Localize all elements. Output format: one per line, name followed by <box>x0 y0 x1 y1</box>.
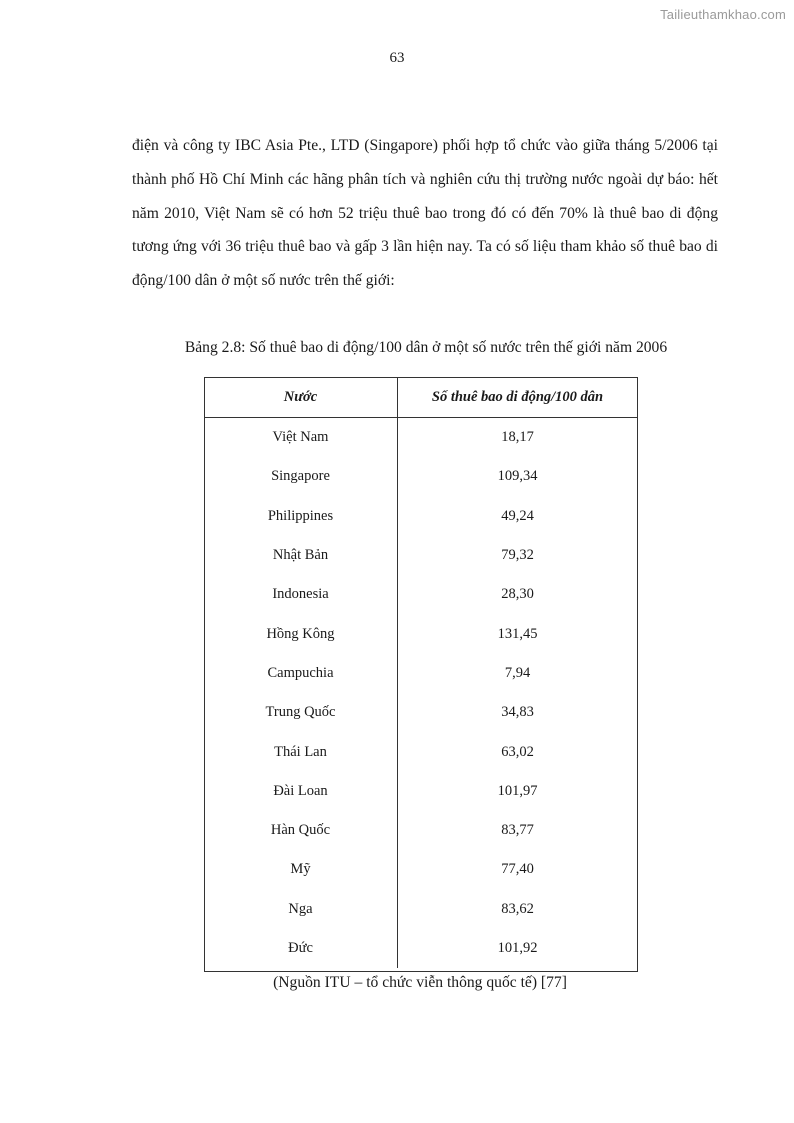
cell-country: Việt Nam <box>204 418 398 458</box>
cell-subscribers: 34,83 <box>501 704 534 721</box>
table-row <box>204 890 637 929</box>
body-paragraph: điện và công ty IBC Asia Pte., LTD (Singapore) phối hợp tổ chức vào giữa tháng 5/2006 tại thành phố Hồ Chí Minh các hãng phân tích và nghiên cứu thị trường nước ngoài dự báo: hết năm 2010, Việt Nam sẽ có hơn 52 triệu thuê bao trong đó có đến 70% là thuê bao di động tương ứng với 36 triệu thuê bao và gấp 3 lần hiện nay. Ta có số liệu tham khảo số thuê bao di động/100 dân ở một số nước trên thế giới: <box>132 137 718 290</box>
cell-subscribers: 101,97 <box>497 782 538 799</box>
header-subscribers: Số thuê bao di động/100 dân <box>398 377 638 418</box>
cell-country: Trung Quốc <box>204 693 398 732</box>
cell-country: Hồng Kông <box>204 614 398 653</box>
cell-subscribers: 7,94 <box>504 664 531 681</box>
source-note: (Nguồn ITU – tổ chức viễn thông quốc tế) [77] <box>273 974 567 991</box>
cell-subscribers: 79,32 <box>501 547 534 564</box>
cell-country: Indonesia <box>204 575 398 614</box>
table-row <box>204 497 637 536</box>
cell-subscribers: 83,77 <box>501 822 534 839</box>
table-row <box>204 850 637 889</box>
table-row <box>204 614 637 653</box>
cell-subscribers: 83,62 <box>501 900 534 917</box>
watermark-text: Tailieuthamkhao.com <box>660 7 786 22</box>
cell-country: Singapore <box>204 457 398 496</box>
cell-country: Đài Loan <box>204 772 398 811</box>
cell-subscribers: 28,30 <box>501 586 534 603</box>
cell-subscribers: 18,17 <box>501 429 534 446</box>
table-row <box>204 772 637 811</box>
cell-country: Nga <box>204 890 398 929</box>
cell-subscribers: 131,45 <box>497 625 538 642</box>
cell-country: Thái Lan <box>204 732 398 771</box>
table-header-row <box>204 377 637 418</box>
cell-country: Hàn Quốc <box>204 811 398 850</box>
cell-subscribers: 77,40 <box>501 861 534 878</box>
table-row <box>204 654 637 693</box>
cell-subscribers: 101,92 <box>497 940 538 956</box>
table-caption: Bảng 2.8: Số thuê bao di động/100 dân ở một số nước trên thế giới năm 2006 <box>184 339 668 356</box>
cell-country: Campuchia <box>204 654 398 693</box>
cell-subscribers: 49,24 <box>501 507 534 524</box>
cell-country: Đức <box>204 929 398 968</box>
table-row <box>204 575 637 614</box>
table-row <box>204 929 637 968</box>
page-number: 63 <box>389 50 405 66</box>
header-country: Nước <box>204 377 398 418</box>
cell-subscribers: 109,34 <box>497 468 538 485</box>
table-row <box>204 418 637 458</box>
table-row <box>204 457 637 496</box>
table-row <box>204 693 637 732</box>
table-row <box>204 732 637 771</box>
cell-country: Mỹ <box>204 850 398 889</box>
table-row <box>204 811 637 850</box>
table-body <box>204 418 637 969</box>
table-row <box>204 536 637 575</box>
cell-country: Nhật Bản <box>204 536 398 575</box>
subscriber-table <box>204 377 637 968</box>
cell-subscribers: 63,02 <box>501 743 534 760</box>
cell-country: Philippines <box>204 497 398 536</box>
